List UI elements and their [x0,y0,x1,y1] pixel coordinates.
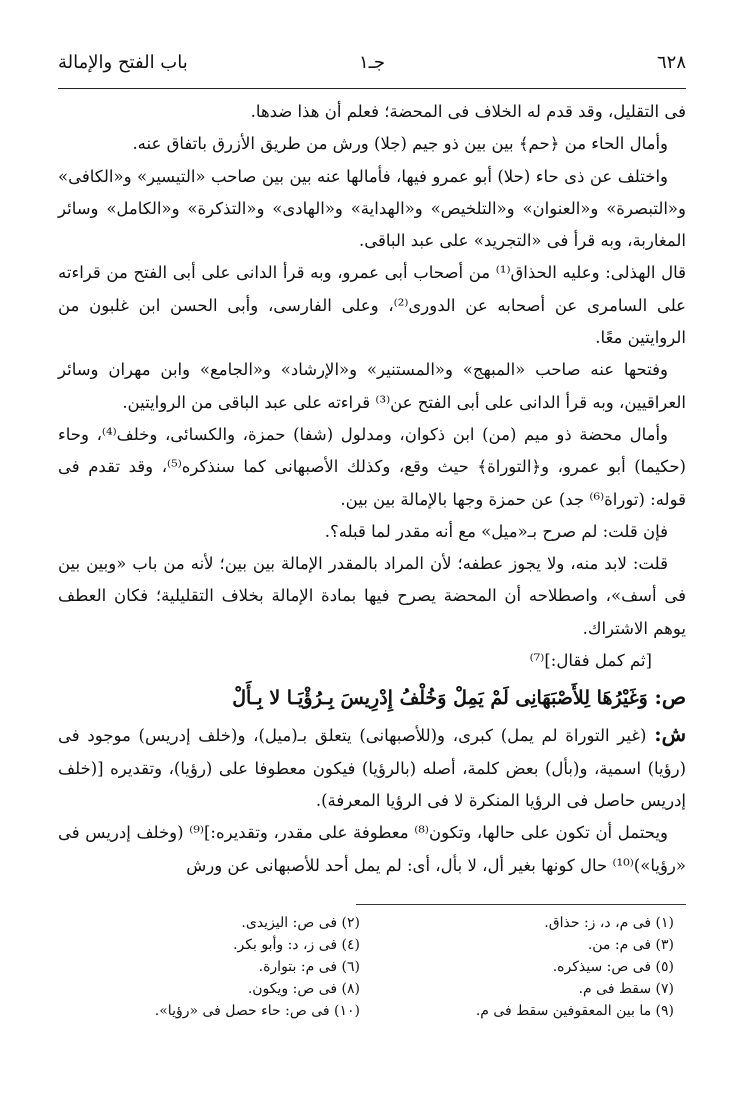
paragraph: وأمال محضة ذو ميم (من) ابن ذكوان، ومدلول (شفا) حمزة، والكسائى، وخلف⁽⁴⁾، وحاء (حكيما) أبو عمرو، و﴿التوراة﴾ حيث وقع، وكذلك الأصبهانى كما سنذكره⁽⁵⁾، وقد تقدم فى قوله: (توراة⁽⁶⁾ جد) عن حمزة وجها بالإمالة بين بين. [58,424,686,509]
header-divider [58,88,686,89]
paragraph: وفتحها عنه صاحب «المبهج» و«المستنير» و«الإرشاد» و«الجامع» وابن مهران وسائر العراقيين، وبه قرأ الدانى على أبى الفتح عن⁽³⁾ قراءته على عبد الباقى من الروايتين. [58,360,686,412]
footnote: (٣) فى م: من. [587,937,674,953]
commentary-marker: ش: [654,722,687,747]
footnote: (٥) فى ص: سيذكره. [552,959,674,975]
footnote: (٤) فى ز، د: وأبو بكر. [233,937,360,953]
footnotes [58,912,686,1022]
main-text [58,96,686,882]
paragraph: واختلف عن ذى حاء (حلا) أبو عمرو فيها، فأمالها عنه بين بين صاحب «التيسير» و«الكافى» و«التبصرة» و«العنوان» و«التلخيص» و«الهداية» و«الهادى» و«التذكرة» و«الكامل» وسائر المغاربة، وبه قرأ فى «التجريد» على عبد الباقى. [58,166,686,251]
footnote: (٩) ما بين المعقوفين سقط فى م. [475,1003,674,1019]
footnote: (٨) فى ص: ويكون. [247,981,360,997]
paragraph: وأمال الحاء من ﴿حم﴾ بين بين ذو جيم (جلا) ورش من طريق الأزرق باتفاق عنه. [132,134,668,154]
footnote: (١٠) فى ص: حاء حصل فى «رؤيا». [154,1003,360,1019]
paragraph: قال الهذلى: وعليه الحذاق⁽¹⁾ من أصحاب أبى عمرو، وبه قرأ الدانى على أبى الفتح من قراءته على السامرى عن أصحابه عن الدورى⁽²⁾، وعلى الفارسى، وأبى الحسن ابن غلبون من الروايتين معًا. [58,263,687,348]
verse-text: وَغَيْرُهَا لِلأَصْبَهَانِى لَمْ يَمِلْ وَخُلْفُ إِدْرِيسَ بِـرُؤْيَـا لا بِـأَلْ [232,687,648,710]
footnote: (٢) فى ص: اليزيدى. [241,915,360,931]
paragraph: [ثم كمل فقال:]⁽⁷⁾ [529,651,652,671]
verse-marker: ص: [654,685,686,710]
footnote: (٦) فى م: بتوارة. [258,959,360,975]
paragraph: ويحتمل أن تكون على حالها، وتكون⁽⁸⁾ معطوفة على مقدر، وتقديره:]⁽⁹⁾ (وخلف إدريس فى «رؤيا»)⁽¹⁰⁾ حال كونها بغير أل، لا بأل، أى: لم يمل أحد للأصبهانى عن ورش [58,823,686,875]
commentary-text: (غير التوراة لم يمل) كبرى، و(للأصبهانى) يتعلق بـ(ميل)، و(خلف إدريس) موجود فى (رؤيا) اسمية، و(بأل) بعض كلمة، أصله (بالرؤيا) فيكون معطوفا على (رؤيا)، وتقديره [(خلف إدريس حاصل فى الرؤيا المنكرة لا فى الرؤيا المعرفة). [58,726,686,810]
volume-label: جـ١ [358,52,386,73]
footnote-divider [356,904,686,905]
chapter-title: باب الفتح والإمالة [58,52,188,73]
paragraph: فى التقليل، وقد قدم له الخلاف فى المحضة؛ فعلم أن هذا ضدها. [250,102,686,121]
footnotes-left-column [58,912,372,1022]
commentary [58,718,686,817]
paragraph: قلت: لابد منه، ولا يجوز عطفه؛ لأن المراد بالمقدر الإمالة بين بين؛ لأنه من باب «وبين بين فى أسف»، واصطلاحه أن المحضة يصرح فيها بمادة الإمالة بخلاف التقليلية؛ فكان العطف يوهم الاشتراك. [58,554,686,638]
paragraph: فإن قلت: لم صرح بـ«ميل» مع أنه مقدر لما قبله؟. [324,521,668,541]
footnote: (٧) سقط فى م. [578,981,674,997]
page-number: ٦٢٨ [656,52,686,73]
footnote: (١) فى م، د، ز: حذاق. [544,915,674,931]
running-header [58,52,686,88]
footnotes-right-column [372,912,686,1022]
verse-line [58,677,686,718]
